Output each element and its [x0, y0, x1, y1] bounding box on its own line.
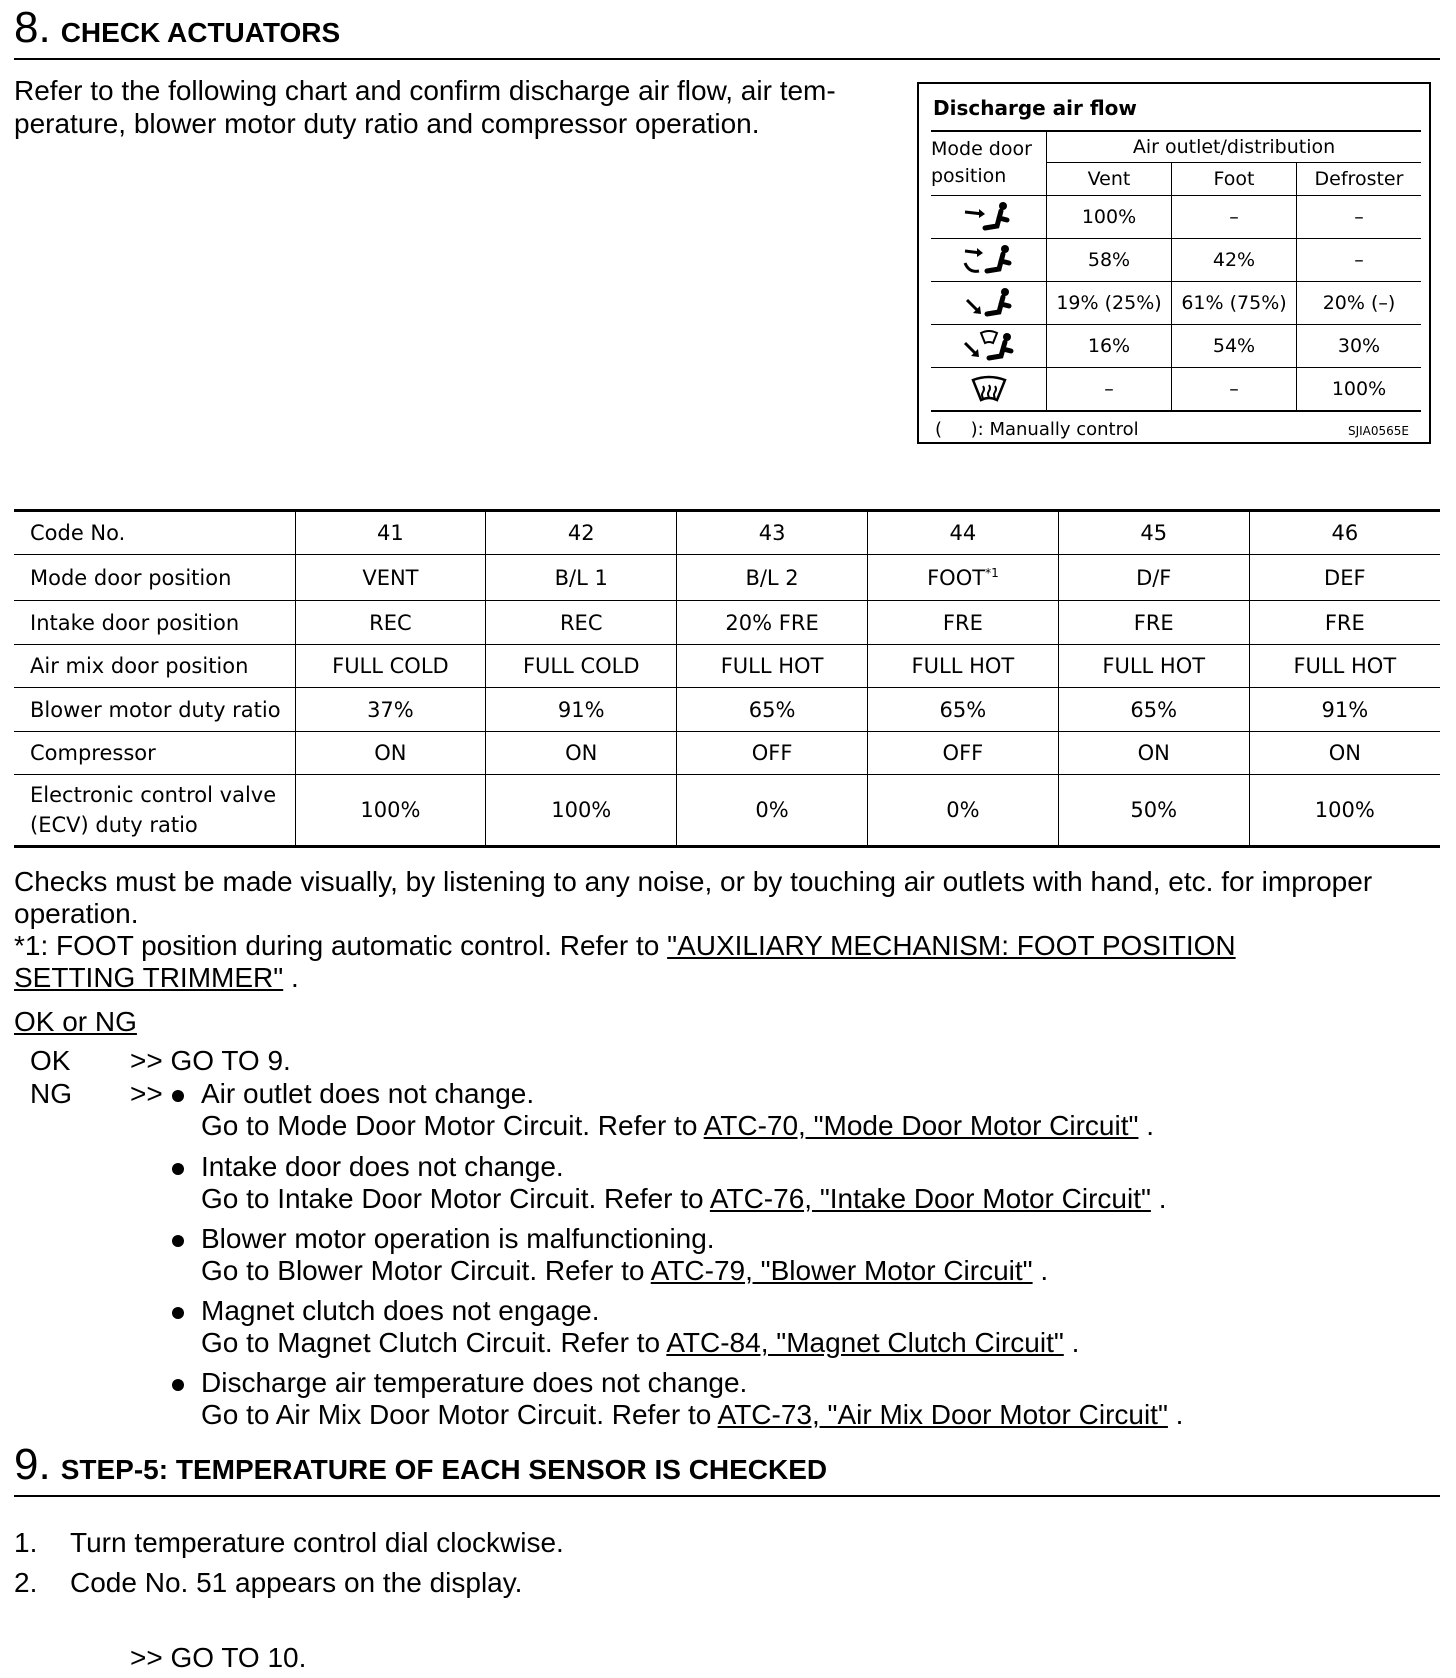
- row-label: Electronic control valve (ECV) duty ratio: [14, 775, 295, 847]
- intro-line: Refer to the following chart and confirm discharge air flow, air tem-: [14, 75, 836, 106]
- table-row: [14, 645, 1440, 688]
- ng-list: [172, 1078, 1372, 1431]
- row-label: Air mix door position: [14, 645, 295, 688]
- row-label: Code No.: [14, 511, 295, 555]
- airmix-cell: FULL COLD: [486, 645, 677, 688]
- ok-row: [30, 1045, 291, 1077]
- compressor-cell: ON: [1249, 732, 1440, 775]
- vent-value: 58%: [1047, 239, 1172, 282]
- list-item: Discharge air temperature does not change. Go to Air Mix Door Motor Circuit. Refer to ATC-73, "Air Mix Door Motor Circuit" .: [172, 1367, 1372, 1431]
- foot-value: 42%: [1172, 239, 1297, 282]
- vent-value: 100%: [1047, 196, 1172, 239]
- mode-cell: B/L 1: [486, 555, 677, 601]
- intake-cell: REC: [486, 601, 677, 645]
- figure-code: SJIA0565E: [1347, 424, 1409, 438]
- bullet-icon: [172, 1379, 184, 1391]
- checks-line: Checks must be made visually, by listening to any noise, or by touching air outlets with hand, etc. for improper: [14, 866, 1373, 897]
- airmix-cell: FULL HOT: [1249, 645, 1440, 688]
- row-label: Mode door position: [14, 555, 295, 601]
- blower-cell: 91%: [486, 688, 677, 732]
- list-item: Intake door does not change. Go to Intake Door Motor Circuit. Refer to ATC-76, "Intake Door Motor Circuit" .: [172, 1151, 1372, 1215]
- table-row: [931, 282, 1421, 325]
- defroster-value: 100%: [1297, 368, 1422, 412]
- ecv-cell: 100%: [1249, 775, 1440, 847]
- list-item: Magnet clutch does not engage. Go to Magnet Clutch Circuit. Refer to ATC-84, "Magnet Clutch Circuit" .: [172, 1295, 1372, 1359]
- footnote-line: SETTING TRIMMER" .: [14, 962, 299, 993]
- mode-door-header: Mode door position: [931, 131, 1047, 196]
- compressor-cell: OFF: [867, 732, 1058, 775]
- goto-10: >> GO TO 10.: [130, 1642, 307, 1673]
- list-item: Blower motor operation is malfunctioning. Go to Blower Motor Circuit. Refer to ATC-79, "Blower Motor Circuit" .: [172, 1223, 1372, 1287]
- airmix-cell: FULL HOT: [677, 645, 868, 688]
- intro-paragraph: [14, 74, 904, 140]
- bullet-icon: [172, 1307, 184, 1319]
- airmix-cell: FULL COLD: [295, 645, 486, 688]
- code-cell: 41: [295, 511, 486, 555]
- outlet-header: Air outlet/distribution: [1047, 131, 1422, 163]
- discharge-table: [931, 130, 1421, 412]
- code-cell: 46: [1249, 511, 1440, 555]
- section-number: 8.: [14, 3, 51, 52]
- foot-value: –: [1172, 196, 1297, 239]
- ecv-cell: 50%: [1058, 775, 1249, 847]
- ecv-cell: 0%: [867, 775, 1058, 847]
- bullet-icon: [172, 1163, 184, 1175]
- defroster-value: 20% (–): [1297, 282, 1422, 325]
- mode-cell: B/L 2: [677, 555, 868, 601]
- foot-defrost-mode-icon: [931, 325, 1047, 368]
- ok-label: OK: [30, 1045, 71, 1076]
- col-vent: Vent: [1047, 163, 1172, 196]
- bullet-icon: [172, 1090, 184, 1102]
- code-cell: 43: [677, 511, 868, 555]
- ok-ng-heading: OK or NG: [14, 1006, 137, 1037]
- foot-value: –: [1172, 368, 1297, 412]
- intake-cell: REC: [295, 601, 486, 645]
- mode-cell: D/F: [1058, 555, 1249, 601]
- code-cell: 45: [1058, 511, 1249, 555]
- ecv-cell: 0%: [677, 775, 868, 847]
- mode-cell: VENT: [295, 555, 486, 601]
- steps-list: [14, 1523, 564, 1603]
- list-item: Air outlet does not change. Go to Mode Door Motor Circuit. Refer to ATC-70, "Mode Door Motor Circuit" .: [172, 1078, 1372, 1142]
- ecv-cell: 100%: [486, 775, 677, 847]
- checks-line: operation.: [14, 898, 139, 929]
- vent-mode-icon: [931, 196, 1047, 239]
- air-mix-door-motor-link[interactable]: ATC-73, "Air Mix Door Motor Circuit": [717, 1399, 1168, 1430]
- figure-title: Discharge air flow: [933, 96, 1137, 120]
- blower-motor-link[interactable]: ATC-79, "Blower Motor Circuit": [650, 1255, 1033, 1286]
- compressor-cell: ON: [486, 732, 677, 775]
- table-row: [14, 775, 1440, 847]
- defroster-value: –: [1297, 239, 1422, 282]
- intake-cell: FRE: [1058, 601, 1249, 645]
- table-row: [931, 368, 1421, 412]
- compressor-cell: OFF: [677, 732, 868, 775]
- defroster-value: –: [1297, 196, 1422, 239]
- intake-cell: 20% FRE: [677, 601, 868, 645]
- table-row: [14, 555, 1440, 601]
- foot-mode-icon: [931, 282, 1047, 325]
- ng-label: NG: [30, 1078, 72, 1109]
- ng-arrow: >>: [130, 1078, 163, 1109]
- list-item: 2. Code No. 51 appears on the display.: [14, 1567, 523, 1598]
- table-row: [14, 688, 1440, 732]
- ecv-cell: 100%: [295, 775, 486, 847]
- section-8-header: [14, 3, 1440, 60]
- col-foot: Foot: [1172, 163, 1297, 196]
- row-label: Blower motor duty ratio: [14, 688, 295, 732]
- mode-door-motor-link[interactable]: ATC-70, "Mode Door Motor Circuit": [703, 1110, 1139, 1141]
- defroster-value: 30%: [1297, 325, 1422, 368]
- table-row: [14, 601, 1440, 645]
- section-number: 9.: [14, 1440, 51, 1489]
- bilevel-mode-icon: [931, 239, 1047, 282]
- airmix-cell: FULL HOT: [1058, 645, 1249, 688]
- vent-value: –: [1047, 368, 1172, 412]
- foot-trimmer-link[interactable]: "AUXILIARY MECHANISM: FOOT POSITION: [667, 930, 1236, 961]
- defrost-mode-icon: [931, 368, 1047, 412]
- ok-text: >> GO TO 9.: [130, 1045, 291, 1076]
- discharge-air-flow-figure: [917, 82, 1431, 444]
- code-cell: 44: [867, 511, 1058, 555]
- table-row: [931, 325, 1421, 368]
- intake-cell: FRE: [867, 601, 1058, 645]
- bullet-icon: [172, 1235, 184, 1247]
- checks-paragraph: [14, 866, 1444, 994]
- vent-value: 19% (25%): [1047, 282, 1172, 325]
- blower-cell: 65%: [677, 688, 868, 732]
- airmix-cell: FULL HOT: [867, 645, 1058, 688]
- list-item: 1. Turn temperature control dial clockwise.: [14, 1527, 564, 1558]
- foot-trimmer-link-cont[interactable]: SETTING TRIMMER": [14, 962, 284, 993]
- blower-cell: 37%: [295, 688, 486, 732]
- code-cell: 42: [486, 511, 677, 555]
- row-label: Intake door position: [14, 601, 295, 645]
- blower-cell: 65%: [1058, 688, 1249, 732]
- footnote-marker: *1: [985, 565, 999, 580]
- footnote-line: *1: FOOT position during automatic control. Refer to "AUXILIARY MECHANISM: FOOT POSITION: [14, 930, 1236, 961]
- table-row: [931, 196, 1421, 239]
- intake-door-motor-link[interactable]: ATC-76, "Intake Door Motor Circuit": [709, 1183, 1151, 1214]
- row-label: Compressor: [14, 732, 295, 775]
- mode-cell: FOOT$^{*1}$: [867, 555, 1058, 601]
- compressor-cell: ON: [1058, 732, 1249, 775]
- blower-cell: 91%: [1249, 688, 1440, 732]
- magnet-clutch-link[interactable]: ATC-84, "Magnet Clutch Circuit": [666, 1327, 1064, 1358]
- foot-value: 54%: [1172, 325, 1297, 368]
- section-title: STEP-5: TEMPERATURE OF EACH SENSOR IS CHECKED: [60, 1454, 828, 1485]
- section-title: CHECK ACTUATORS: [60, 17, 341, 48]
- actuator-table: [14, 509, 1440, 848]
- blower-cell: 65%: [867, 688, 1058, 732]
- col-defroster: Defroster: [1297, 163, 1422, 196]
- table-row: [14, 732, 1440, 775]
- intro-line: perature, blower motor duty ratio and compressor operation.: [14, 108, 760, 139]
- intake-cell: FRE: [1249, 601, 1440, 645]
- foot-value: 61% (75%): [1172, 282, 1297, 325]
- vent-value: 16%: [1047, 325, 1172, 368]
- compressor-cell: ON: [295, 732, 486, 775]
- manual-control-note: ( ): Manually control: [935, 419, 1139, 440]
- mode-cell: DEF: [1249, 555, 1440, 601]
- section-9-header: [14, 1440, 1440, 1497]
- table-row: [931, 239, 1421, 282]
- table-row: [14, 511, 1440, 555]
- ng-label-row: [30, 1078, 163, 1110]
